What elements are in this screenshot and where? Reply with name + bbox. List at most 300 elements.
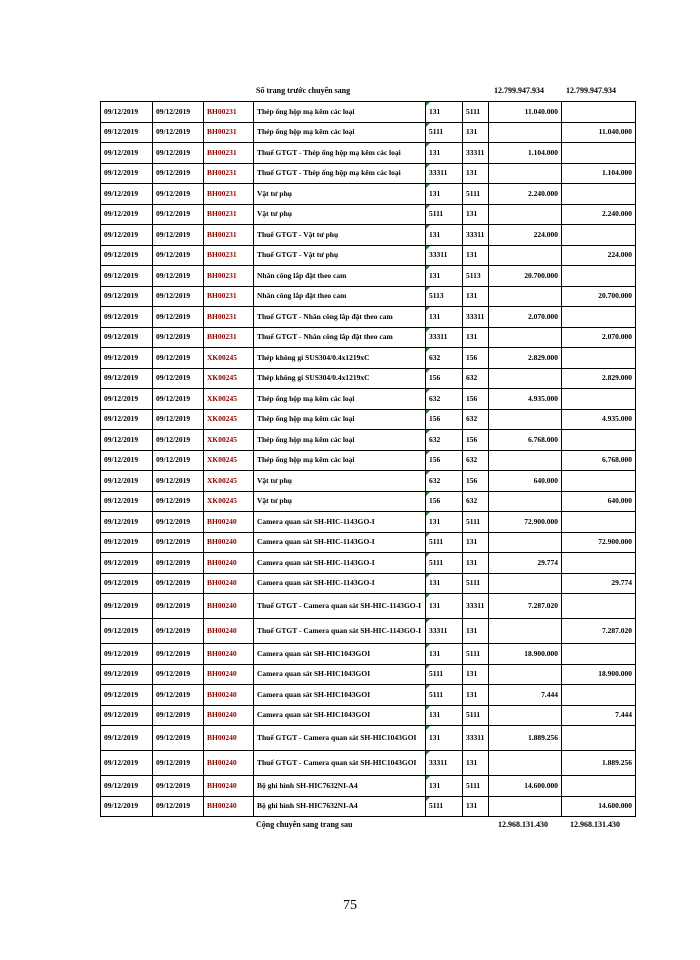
ledger-row [101,685,636,706]
debit-amount-cell [489,409,562,430]
debit-amount-cell [489,619,562,644]
contra-account-cell: 131 [463,619,489,644]
description-cell: Thép ống hộp mạ kẽm các loại [254,430,426,451]
debit-amount-cell: 2.829.000 [489,348,562,369]
description-cell: Bộ ghi hình SH-HIC7632NI-A4 [254,776,426,797]
contra-account-cell: 5111 [463,705,489,726]
document-date-cell: 09/12/2019 [153,327,204,348]
ledger-row [101,204,636,225]
entry-date-cell: 09/12/2019 [101,553,153,574]
debit-amount-cell: 2.240.000 [489,184,562,205]
credit-amount-cell: 11.040.000 [562,122,636,143]
description-cell: Camera quan sát SH-HIC-1143GO-I [254,512,426,533]
entry-date-cell: 09/12/2019 [101,409,153,430]
contra-account-cell: 131 [463,122,489,143]
document-date-cell: 09/12/2019 [153,644,204,665]
account-cell: 5111 [426,796,463,817]
description-cell: Thuế GTGT - Camera quan sát SH-HIC-1143GO-I [254,594,426,619]
entry-date-cell: 09/12/2019 [101,184,153,205]
entry-date-cell: 09/12/2019 [101,225,153,246]
debit-amount-cell: 29.774 [489,553,562,574]
ledger-row [101,664,636,685]
account-cell: 156 [426,409,463,430]
contra-account-cell: 131 [463,553,489,574]
account-cell: 131 [426,266,463,287]
description-cell: Thuế GTGT - Camera quan sát SH-HIC1043GOI [254,751,426,776]
document-date-cell: 09/12/2019 [153,266,204,287]
entry-date-cell: 09/12/2019 [101,102,153,123]
description-cell: Thép ống hộp mạ kẽm các loại [254,389,426,410]
description-cell: Camera quan sát SH-HIC-1143GO-I [254,573,426,594]
debit-amount-cell: 14.600.000 [489,776,562,797]
document-date-cell: 09/12/2019 [153,553,204,574]
ledger-row [101,776,636,797]
debit-amount-cell: 4.935.000 [489,389,562,410]
credit-amount-cell: 4.935.000 [562,409,636,430]
account-cell: 156 [426,368,463,389]
contra-account-cell: 632 [463,368,489,389]
account-cell: 5111 [426,664,463,685]
voucher-number-cell: BH00231 [204,184,254,205]
description-cell: Thép không gỉ SUS304/0.4x1219xC [254,368,426,389]
debit-amount-cell [489,796,562,817]
voucher-number-cell: XK00245 [204,368,254,389]
debit-amount-cell: 20.700.000 [489,266,562,287]
voucher-number-cell: BH00231 [204,245,254,266]
debit-amount-cell: 18.900.000 [489,644,562,665]
document-date-cell: 09/12/2019 [153,409,204,430]
carry-forward-row [0,86,700,100]
contra-account-cell: 131 [463,685,489,706]
document-date-cell: 09/12/2019 [153,471,204,492]
credit-amount-cell: 6.768.000 [562,450,636,471]
carry-forward-label: Số trang trước chuyển sang [256,86,351,95]
credit-amount-cell [562,102,636,123]
debit-amount-cell: 72.900.000 [489,512,562,533]
description-cell: Thuế GTGT - Vật tư phụ [254,245,426,266]
contra-account-cell: 131 [463,245,489,266]
account-cell: 5113 [426,286,463,307]
voucher-number-cell: BH00240 [204,644,254,665]
account-cell: 131 [426,726,463,751]
debit-amount-cell: 7.287.020 [489,594,562,619]
debit-amount-cell: 2.070.000 [489,307,562,328]
account-cell: 131 [426,573,463,594]
description-cell: Thép ống hộp mạ kẽm các loại [254,450,426,471]
debit-amount-cell [489,573,562,594]
debit-amount-cell: 224.000 [489,225,562,246]
credit-amount-cell: 2.070.000 [562,327,636,348]
entry-date-cell: 09/12/2019 [101,143,153,164]
credit-amount-cell: 18.900.000 [562,664,636,685]
debit-amount-cell [489,705,562,726]
ledger-row [101,122,636,143]
document-date-cell: 09/12/2019 [153,348,204,369]
ledger-row [101,726,636,751]
description-cell: Bộ ghi hình SH-HIC7632NI-A4 [254,796,426,817]
account-cell: 5111 [426,122,463,143]
contra-account-cell: 131 [463,664,489,685]
carry-over-row [0,820,700,834]
ledger-row [101,307,636,328]
description-cell: Thuế GTGT - Nhân công lắp đặt theo cam [254,327,426,348]
voucher-number-cell: BH00240 [204,573,254,594]
description-cell: Vật tư phụ [254,471,426,492]
contra-account-cell: 33311 [463,726,489,751]
description-cell: Nhân công lắp đặt theo cam [254,266,426,287]
entry-date-cell: 09/12/2019 [101,450,153,471]
description-cell: Thuế GTGT - Nhân công lắp đặt theo cam [254,307,426,328]
ledger-row [101,245,636,266]
account-cell: 5111 [426,532,463,553]
ledger-row [101,266,636,287]
ledger-row [101,225,636,246]
entry-date-cell: 09/12/2019 [101,594,153,619]
contra-account-cell: 5111 [463,776,489,797]
entry-date-cell: 09/12/2019 [101,307,153,328]
debit-amount-cell [489,122,562,143]
description-cell: Camera quan sát SH-HIC1043GOI [254,644,426,665]
debit-amount-cell [489,327,562,348]
credit-amount-cell: 20.700.000 [562,286,636,307]
contra-account-cell: 5111 [463,573,489,594]
credit-amount-cell [562,143,636,164]
ledger-row [101,796,636,817]
account-cell: 632 [426,389,463,410]
document-date-cell: 09/12/2019 [153,122,204,143]
entry-date-cell: 09/12/2019 [101,348,153,369]
contra-account-cell: 131 [463,327,489,348]
document-date-cell: 09/12/2019 [153,532,204,553]
account-cell: 131 [426,307,463,328]
entry-date-cell: 09/12/2019 [101,532,153,553]
account-cell: 33311 [426,245,463,266]
document-date-cell: 09/12/2019 [153,368,204,389]
document-date-cell: 09/12/2019 [153,204,204,225]
account-cell: 632 [426,348,463,369]
document-date-cell: 09/12/2019 [153,102,204,123]
description-cell: Camera quan sát SH-HIC-1143GO-I [254,532,426,553]
document-date-cell: 09/12/2019 [153,143,204,164]
ledger-row [101,327,636,348]
debit-amount-cell: 640.000 [489,471,562,492]
description-cell: Thép ống hộp mạ kẽm các loại [254,409,426,430]
contra-account-cell: 33311 [463,143,489,164]
credit-amount-cell: 1.889.256 [562,751,636,776]
contra-account-cell: 632 [463,409,489,430]
credit-amount-cell [562,776,636,797]
credit-amount-cell: 7.287.020 [562,619,636,644]
debit-amount-cell [489,450,562,471]
voucher-number-cell: BH00231 [204,266,254,287]
entry-date-cell: 09/12/2019 [101,266,153,287]
ledger-row [101,184,636,205]
document-date-cell: 09/12/2019 [153,286,204,307]
account-cell: 131 [426,143,463,164]
contra-account-cell: 632 [463,450,489,471]
account-cell: 156 [426,491,463,512]
account-cell: 33311 [426,619,463,644]
account-cell: 632 [426,430,463,451]
description-cell: Vật tư phụ [254,491,426,512]
entry-date-cell: 09/12/2019 [101,705,153,726]
debit-amount-cell [489,532,562,553]
voucher-number-cell: BH00231 [204,286,254,307]
description-cell: Thuế GTGT - Camera quan sát SH-HIC-1143GO-I [254,619,426,644]
credit-amount-cell: 14.600.000 [562,796,636,817]
credit-amount-cell: 2.829.000 [562,368,636,389]
entry-date-cell: 09/12/2019 [101,368,153,389]
description-cell: Thuế GTGT - Thép ống hộp mạ kẽm các loại [254,143,426,164]
description-cell: Vật tư phụ [254,184,426,205]
document-date-cell: 09/12/2019 [153,512,204,533]
document-date-cell: 09/12/2019 [153,389,204,410]
voucher-number-cell: BH00231 [204,102,254,123]
debit-amount-cell: 7.444 [489,685,562,706]
voucher-number-cell: BH00231 [204,122,254,143]
credit-amount-cell [562,644,636,665]
entry-date-cell: 09/12/2019 [101,286,153,307]
voucher-number-cell: BH00240 [204,705,254,726]
ledger-table [100,101,636,817]
contra-account-cell: 131 [463,751,489,776]
contra-account-cell: 5113 [463,266,489,287]
document-date-cell: 09/12/2019 [153,685,204,706]
credit-amount-cell: 1.104.000 [562,163,636,184]
contra-account-cell: 5111 [463,102,489,123]
credit-amount-cell: 72.900.000 [562,532,636,553]
debit-amount-cell [489,245,562,266]
ledger-row [101,389,636,410]
voucher-number-cell: BH00240 [204,685,254,706]
description-cell: Camera quan sát SH-HIC1043GOI [254,705,426,726]
entry-date-cell: 09/12/2019 [101,796,153,817]
document-date-cell: 09/12/2019 [153,619,204,644]
entry-date-cell: 09/12/2019 [101,751,153,776]
entry-date-cell: 09/12/2019 [101,573,153,594]
debit-amount-cell: 1.104.000 [489,143,562,164]
description-cell: Thép ống hộp mạ kẽm các loại [254,102,426,123]
voucher-number-cell: BH00240 [204,512,254,533]
debit-amount-cell [489,368,562,389]
credit-amount-cell: 29.774 [562,573,636,594]
document-date-cell: 09/12/2019 [153,573,204,594]
credit-amount-cell: 7.444 [562,705,636,726]
account-cell: 131 [426,776,463,797]
voucher-number-cell: XK00245 [204,389,254,410]
entry-date-cell: 09/12/2019 [101,163,153,184]
voucher-number-cell: XK00245 [204,348,254,369]
credit-amount-cell [562,594,636,619]
ledger-row [101,450,636,471]
ledger-row [101,163,636,184]
document-date-cell: 09/12/2019 [153,726,204,751]
document-date-cell: 09/12/2019 [153,163,204,184]
voucher-number-cell: BH00240 [204,751,254,776]
description-cell: Camera quan sát SH-HIC1043GOI [254,664,426,685]
voucher-number-cell: XK00245 [204,491,254,512]
entry-date-cell: 09/12/2019 [101,644,153,665]
document-date-cell: 09/12/2019 [153,796,204,817]
entry-date-cell: 09/12/2019 [101,776,153,797]
voucher-number-cell: BH00231 [204,327,254,348]
carry-forward-debit: 12.799.947.934 [494,86,544,95]
credit-amount-cell: 2.240.000 [562,204,636,225]
ledger-row [101,553,636,574]
account-cell: 131 [426,512,463,533]
contra-account-cell: 33311 [463,307,489,328]
description-cell: Nhân công lắp đặt theo cam [254,286,426,307]
entry-date-cell: 09/12/2019 [101,122,153,143]
description-cell: Vật tư phụ [254,204,426,225]
description-cell: Thuế GTGT - Thép ống hộp mạ kẽm các loại [254,163,426,184]
voucher-number-cell: BH00240 [204,532,254,553]
entry-date-cell: 09/12/2019 [101,204,153,225]
contra-account-cell: 156 [463,430,489,451]
ledger-row [101,286,636,307]
debit-amount-cell [489,751,562,776]
document-date-cell: 09/12/2019 [153,705,204,726]
document-date-cell: 09/12/2019 [153,594,204,619]
account-cell: 5111 [426,553,463,574]
voucher-number-cell: BH00231 [204,143,254,164]
contra-account-cell: 33311 [463,594,489,619]
debit-amount-cell: 11.040.000 [489,102,562,123]
contra-account-cell: 131 [463,796,489,817]
account-cell: 5111 [426,204,463,225]
entry-date-cell: 09/12/2019 [101,430,153,451]
credit-amount-cell: 224.000 [562,245,636,266]
debit-amount-cell [489,204,562,225]
voucher-number-cell: BH00240 [204,664,254,685]
debit-amount-cell [489,163,562,184]
ledger-row [101,409,636,430]
voucher-number-cell: BH00231 [204,204,254,225]
contra-account-cell: 156 [463,471,489,492]
credit-amount-cell [562,389,636,410]
ledger-row [101,619,636,644]
entry-date-cell: 09/12/2019 [101,245,153,266]
contra-account-cell: 33311 [463,225,489,246]
voucher-number-cell: BH00240 [204,796,254,817]
ledger-row [101,751,636,776]
voucher-number-cell: BH00240 [204,776,254,797]
voucher-number-cell: BH00240 [204,553,254,574]
entry-date-cell: 09/12/2019 [101,512,153,533]
contra-account-cell: 5111 [463,184,489,205]
credit-amount-cell [562,726,636,751]
contra-account-cell: 5111 [463,512,489,533]
contra-account-cell: 131 [463,286,489,307]
document-date-cell: 09/12/2019 [153,307,204,328]
credit-amount-cell: 640.000 [562,491,636,512]
carry-over-label: Cộng chuyển sang trang sau [256,820,353,829]
voucher-number-cell: BH00231 [204,163,254,184]
description-cell: Camera quan sát SH-HIC-1143GO-I [254,553,426,574]
entry-date-cell: 09/12/2019 [101,664,153,685]
voucher-number-cell: XK00245 [204,471,254,492]
entry-date-cell: 09/12/2019 [101,726,153,751]
credit-amount-cell [562,348,636,369]
account-cell: 131 [426,705,463,726]
entry-date-cell: 09/12/2019 [101,619,153,644]
account-cell: 33311 [426,327,463,348]
account-cell: 33311 [426,163,463,184]
credit-amount-cell [562,430,636,451]
ledger-row [101,532,636,553]
credit-amount-cell [562,225,636,246]
ledger-row [101,491,636,512]
document-date-cell: 09/12/2019 [153,491,204,512]
credit-amount-cell [562,553,636,574]
ledger-row [101,368,636,389]
credit-amount-cell [562,471,636,492]
voucher-number-cell: BH00231 [204,225,254,246]
voucher-number-cell: BH00240 [204,619,254,644]
account-cell: 632 [426,471,463,492]
credit-amount-cell [562,512,636,533]
entry-date-cell: 09/12/2019 [101,491,153,512]
document-date-cell: 09/12/2019 [153,225,204,246]
contra-account-cell: 156 [463,389,489,410]
account-cell: 131 [426,225,463,246]
account-cell: 33311 [426,751,463,776]
credit-amount-cell [562,685,636,706]
document-date-cell: 09/12/2019 [153,664,204,685]
credit-amount-cell [562,307,636,328]
voucher-number-cell: XK00245 [204,430,254,451]
debit-amount-cell [489,491,562,512]
entry-date-cell: 09/12/2019 [101,389,153,410]
contra-account-cell: 5111 [463,644,489,665]
credit-amount-cell [562,266,636,287]
entry-date-cell: 09/12/2019 [101,327,153,348]
voucher-number-cell: BH00240 [204,594,254,619]
voucher-number-cell: XK00245 [204,450,254,471]
document-date-cell: 09/12/2019 [153,450,204,471]
page-number: 75 [343,898,357,913]
account-cell: 131 [426,184,463,205]
document-date-cell: 09/12/2019 [153,184,204,205]
voucher-number-cell: BH00240 [204,726,254,751]
description-cell: Camera quan sát SH-HIC1043GOI [254,685,426,706]
debit-amount-cell [489,286,562,307]
account-cell: 156 [426,450,463,471]
carry-over-credit: 12.968.131.430 [570,820,620,829]
contra-account-cell: 131 [463,163,489,184]
contra-account-cell: 156 [463,348,489,369]
voucher-number-cell: XK00245 [204,409,254,430]
ledger-row [101,102,636,123]
entry-date-cell: 09/12/2019 [101,685,153,706]
document-date-cell: 09/12/2019 [153,776,204,797]
debit-amount-cell: 1.889.256 [489,726,562,751]
document-date-cell: 09/12/2019 [153,430,204,451]
ledger-row [101,705,636,726]
ledger-row [101,573,636,594]
ledger-row [101,430,636,451]
ledger-row [101,348,636,369]
account-cell: 131 [426,594,463,619]
account-cell: 131 [426,644,463,665]
voucher-number-cell: BH00231 [204,307,254,328]
ledger-row [101,512,636,533]
account-cell: 131 [426,102,463,123]
carry-over-debit: 12.968.131.430 [498,820,548,829]
description-cell: Thuế GTGT - Camera quan sát SH-HIC1043GOI [254,726,426,751]
description-cell: Thép ống hộp mạ kẽm các loại [254,122,426,143]
contra-account-cell: 131 [463,204,489,225]
